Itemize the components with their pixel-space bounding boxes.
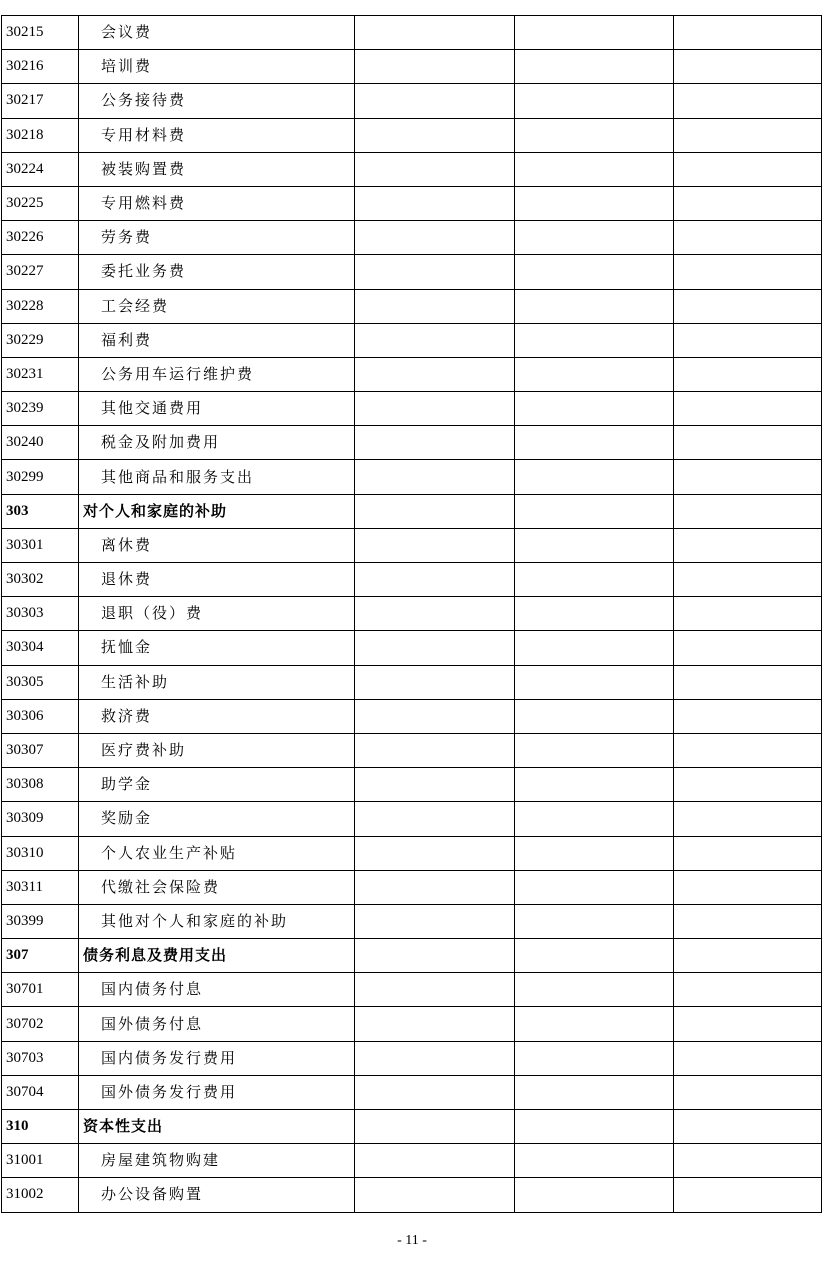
category-row [2, 494, 822, 528]
amount-cell [674, 665, 822, 699]
amount-cell [355, 186, 515, 220]
amount-cell [515, 1178, 674, 1212]
amount-cell [674, 118, 822, 152]
amount-cell [355, 836, 515, 870]
amount-cell [674, 50, 822, 84]
table-row [2, 597, 822, 631]
account-code-cell: 307 [2, 939, 79, 973]
account-name-cell: 公务用车运行维护费 [79, 357, 355, 391]
amount-cell [674, 221, 822, 255]
amount-cell [674, 426, 822, 460]
page-number: - 11 - [397, 1233, 427, 1248]
amount-cell [515, 357, 674, 391]
amount-cell [515, 1075, 674, 1109]
account-code-cell: 30216 [2, 50, 79, 84]
amount-cell [515, 186, 674, 220]
account-name-cell: 奖励金 [79, 802, 355, 836]
amount-cell [674, 186, 822, 220]
account-name-cell: 国外债务发行费用 [79, 1075, 355, 1109]
account-name-cell: 其他交通费用 [79, 392, 355, 426]
amount-cell [515, 426, 674, 460]
amount-cell [515, 973, 674, 1007]
account-name-cell: 救济费 [79, 699, 355, 733]
amount-cell [674, 494, 822, 528]
amount-cell [355, 528, 515, 562]
account-name-cell: 其他对个人和家庭的补助 [79, 904, 355, 938]
amount-cell [355, 460, 515, 494]
amount-cell [674, 1110, 822, 1144]
amount-cell [674, 357, 822, 391]
amount-cell [515, 289, 674, 323]
amount-cell [355, 939, 515, 973]
amount-cell [515, 528, 674, 562]
amount-cell [515, 1007, 674, 1041]
category-row [2, 939, 822, 973]
account-name-cell: 对个人和家庭的补助 [79, 494, 355, 528]
amount-cell [355, 426, 515, 460]
table-row [2, 528, 822, 562]
amount-cell [674, 870, 822, 904]
account-name-cell: 工会经费 [79, 289, 355, 323]
amount-cell [515, 631, 674, 665]
amount-cell [515, 255, 674, 289]
amount-cell [515, 494, 674, 528]
account-name-cell: 个人农业生产补贴 [79, 836, 355, 870]
amount-cell [674, 84, 822, 118]
amount-cell [355, 84, 515, 118]
amount-cell [355, 870, 515, 904]
amount-cell [674, 460, 822, 494]
amount-cell [674, 1144, 822, 1178]
table-row [2, 733, 822, 767]
account-name-cell: 抚恤金 [79, 631, 355, 665]
table-row [2, 1041, 822, 1075]
amount-cell [355, 494, 515, 528]
amount-cell [355, 289, 515, 323]
account-code-cell: 30302 [2, 563, 79, 597]
table-row [2, 836, 822, 870]
amount-cell [355, 904, 515, 938]
account-code-cell: 30218 [2, 118, 79, 152]
table-row [2, 323, 822, 357]
amount-cell [674, 16, 822, 50]
table-row [2, 904, 822, 938]
account-name-cell: 离休费 [79, 528, 355, 562]
table-row [2, 392, 822, 426]
amount-cell [674, 768, 822, 802]
account-code-cell: 30308 [2, 768, 79, 802]
amount-cell [515, 939, 674, 973]
amount-cell [355, 597, 515, 631]
amount-cell [674, 1041, 822, 1075]
amount-cell [355, 221, 515, 255]
amount-cell [355, 1007, 515, 1041]
amount-cell [515, 323, 674, 357]
account-name-cell: 劳务费 [79, 221, 355, 255]
amount-cell [674, 836, 822, 870]
table-row [2, 1178, 822, 1212]
table-row [2, 631, 822, 665]
amount-cell [515, 1041, 674, 1075]
account-name-cell: 助学金 [79, 768, 355, 802]
table-row [2, 563, 822, 597]
table-row [2, 426, 822, 460]
amount-cell [674, 392, 822, 426]
table-row [2, 255, 822, 289]
amount-cell [355, 665, 515, 699]
account-code-cell: 30304 [2, 631, 79, 665]
table-row [2, 186, 822, 220]
account-code-cell: 30303 [2, 597, 79, 631]
amount-cell [515, 1144, 674, 1178]
amount-cell [355, 802, 515, 836]
amount-cell [355, 357, 515, 391]
account-name-cell: 生活补助 [79, 665, 355, 699]
amount-cell [515, 904, 674, 938]
amount-cell [674, 733, 822, 767]
amount-cell [674, 904, 822, 938]
account-code-cell: 30307 [2, 733, 79, 767]
account-code-cell: 30227 [2, 255, 79, 289]
amount-cell [355, 733, 515, 767]
account-name-cell: 其他商品和服务支出 [79, 460, 355, 494]
amount-cell [515, 50, 674, 84]
amount-cell [674, 1075, 822, 1109]
amount-cell [515, 699, 674, 733]
amount-cell [515, 665, 674, 699]
amount-cell [674, 255, 822, 289]
amount-cell [355, 16, 515, 50]
amount-cell [515, 870, 674, 904]
account-code-cell: 30701 [2, 973, 79, 1007]
category-row [2, 1110, 822, 1144]
account-code-cell: 30217 [2, 84, 79, 118]
account-code-cell: 30228 [2, 289, 79, 323]
amount-cell [674, 289, 822, 323]
account-code-cell: 30231 [2, 357, 79, 391]
amount-cell [515, 768, 674, 802]
amount-cell [355, 563, 515, 597]
amount-cell [355, 699, 515, 733]
account-name-cell: 专用燃料费 [79, 186, 355, 220]
account-name-cell: 国外债务付息 [79, 1007, 355, 1041]
amount-cell [515, 1110, 674, 1144]
table-row [2, 16, 822, 50]
amount-cell [355, 323, 515, 357]
account-code-cell: 30702 [2, 1007, 79, 1041]
table-row [2, 357, 822, 391]
amount-cell [355, 1041, 515, 1075]
table-row [2, 699, 822, 733]
account-name-cell: 福利费 [79, 323, 355, 357]
amount-cell [355, 631, 515, 665]
table-row [2, 870, 822, 904]
account-name-cell: 资本性支出 [79, 1110, 355, 1144]
table-row [2, 1144, 822, 1178]
amount-cell [674, 1007, 822, 1041]
table-row [2, 221, 822, 255]
table-row [2, 802, 822, 836]
amount-cell [515, 733, 674, 767]
account-name-cell: 代缴社会保险费 [79, 870, 355, 904]
amount-cell [355, 118, 515, 152]
account-code-cell: 30311 [2, 870, 79, 904]
account-name-cell: 委托业务费 [79, 255, 355, 289]
amount-cell [355, 1110, 515, 1144]
table-row [2, 665, 822, 699]
amount-cell [515, 118, 674, 152]
account-name-cell: 培训费 [79, 50, 355, 84]
amount-cell [355, 50, 515, 84]
account-code-cell: 30310 [2, 836, 79, 870]
table-row [2, 152, 822, 186]
amount-cell [515, 836, 674, 870]
account-name-cell: 退职（役）费 [79, 597, 355, 631]
account-code-cell: 30301 [2, 528, 79, 562]
account-name-cell: 专用材料费 [79, 118, 355, 152]
table-row [2, 460, 822, 494]
amount-cell [674, 1178, 822, 1212]
table-row [2, 1007, 822, 1041]
account-name-cell: 退休费 [79, 563, 355, 597]
account-code-cell: 310 [2, 1110, 79, 1144]
account-code-cell: 30704 [2, 1075, 79, 1109]
amount-cell [674, 973, 822, 1007]
account-name-cell: 被装购置费 [79, 152, 355, 186]
account-code-cell: 30240 [2, 426, 79, 460]
table-row [2, 1075, 822, 1109]
account-name-cell: 办公设备购置 [79, 1178, 355, 1212]
account-code-cell: 30306 [2, 699, 79, 733]
amount-cell [674, 323, 822, 357]
account-code-cell: 30399 [2, 904, 79, 938]
account-name-cell: 国内债务付息 [79, 973, 355, 1007]
account-code-cell: 30225 [2, 186, 79, 220]
budget-table [1, 15, 822, 1213]
account-name-cell: 会议费 [79, 16, 355, 50]
account-code-cell: 30226 [2, 221, 79, 255]
account-code-cell: 31002 [2, 1178, 79, 1212]
account-code-cell: 31001 [2, 1144, 79, 1178]
account-name-cell: 国内债务发行费用 [79, 1041, 355, 1075]
account-name-cell: 债务利息及费用支出 [79, 939, 355, 973]
account-code-cell: 30305 [2, 665, 79, 699]
account-name-cell: 房屋建筑物购建 [79, 1144, 355, 1178]
amount-cell [515, 563, 674, 597]
amount-cell [674, 802, 822, 836]
amount-cell [355, 1144, 515, 1178]
amount-cell [355, 1178, 515, 1212]
account-name-cell: 公务接待费 [79, 84, 355, 118]
amount-cell [674, 152, 822, 186]
account-code-cell: 30224 [2, 152, 79, 186]
table-row [2, 84, 822, 118]
table-row [2, 289, 822, 323]
amount-cell [355, 973, 515, 1007]
account-code-cell: 30215 [2, 16, 79, 50]
account-code-cell: 30703 [2, 1041, 79, 1075]
amount-cell [674, 699, 822, 733]
amount-cell [674, 563, 822, 597]
amount-cell [355, 392, 515, 426]
account-code-cell: 30239 [2, 392, 79, 426]
amount-cell [515, 16, 674, 50]
amount-cell [674, 528, 822, 562]
table-row [2, 118, 822, 152]
amount-cell [355, 768, 515, 802]
amount-cell [515, 392, 674, 426]
table-row [2, 50, 822, 84]
amount-cell [515, 84, 674, 118]
amount-cell [355, 255, 515, 289]
account-code-cell: 303 [2, 494, 79, 528]
amount-cell [515, 152, 674, 186]
amount-cell [674, 631, 822, 665]
budget-table-body [2, 16, 822, 1213]
table-row [2, 973, 822, 1007]
account-code-cell: 30299 [2, 460, 79, 494]
account-name-cell: 税金及附加费用 [79, 426, 355, 460]
amount-cell [355, 1075, 515, 1109]
account-name-cell: 医疗费补助 [79, 733, 355, 767]
account-code-cell: 30309 [2, 802, 79, 836]
amount-cell [355, 152, 515, 186]
amount-cell [674, 939, 822, 973]
amount-cell [515, 460, 674, 494]
table-row [2, 768, 822, 802]
amount-cell [515, 221, 674, 255]
amount-cell [674, 597, 822, 631]
amount-cell [515, 802, 674, 836]
amount-cell [515, 597, 674, 631]
account-code-cell: 30229 [2, 323, 79, 357]
